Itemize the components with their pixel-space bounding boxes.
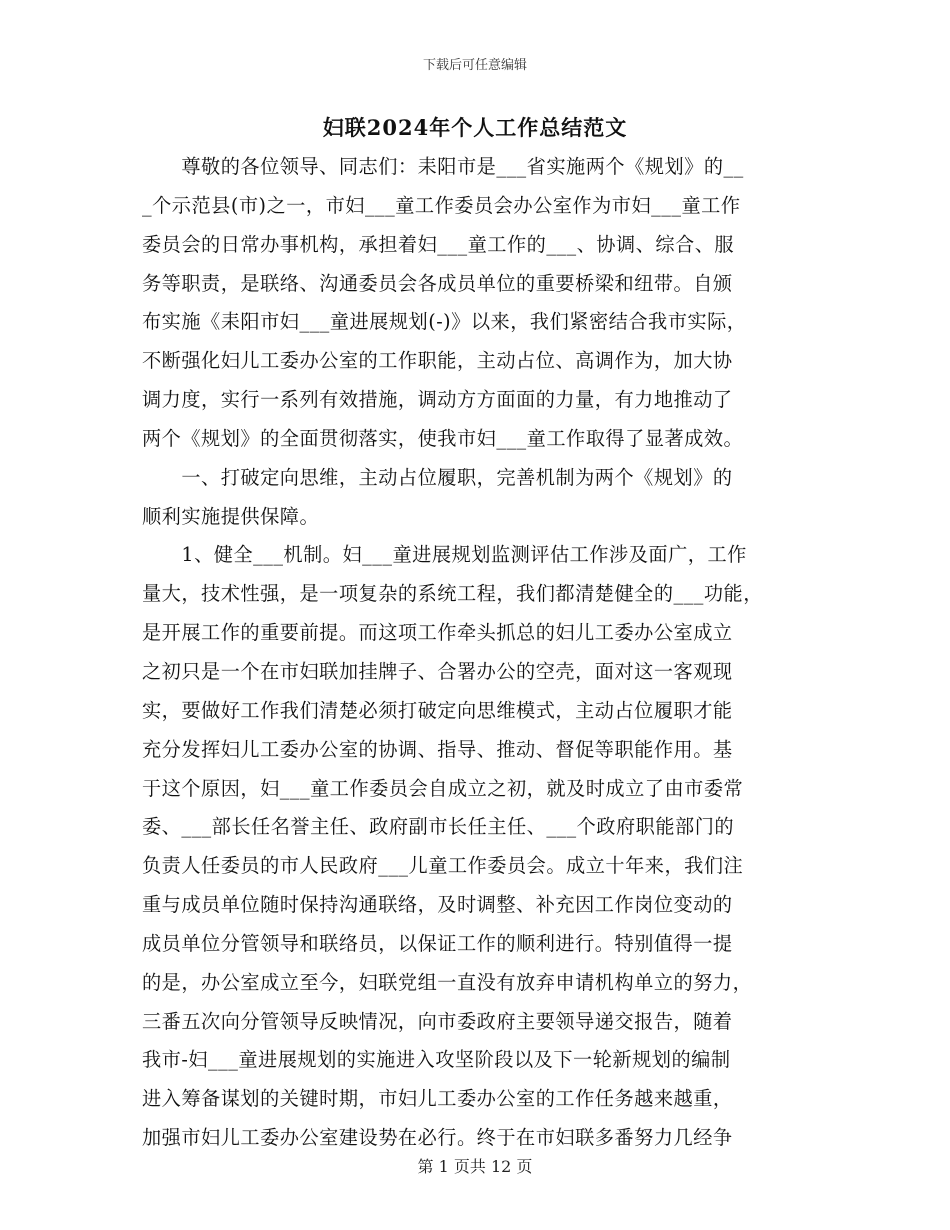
body-line: 布实施《耒阳市妇___童进展规划(-)》以来，我们紧密结合我市实际， <box>142 310 747 334</box>
body-line: 是开展工作的重要前提。而这项工作牵头抓总的妇儿工委办公室成立 <box>142 621 733 645</box>
body-line: _个示范县(市)之一，市妇___童工作委员会办公室作为市妇___童工作 <box>142 193 741 217</box>
body-line: 1、健全___机制。妇___童进展规划监测评估工作涉及面广，工作 <box>142 543 747 567</box>
body-line: 进入筹备谋划的关键时期，市妇儿工委办公室的工作任务越来越重， <box>142 1087 733 1111</box>
body-line: 我市-妇___童进展规划的实施进入攻坚阶段以及下一轮新规划的编制 <box>142 1048 731 1072</box>
body-line: 委、___部长任名誉主任、政府副市长任主任、___个政府职能部门的 <box>142 815 735 839</box>
body-line: 委员会的日常办事机构，承担着妇___童工作的___、协调、综合、服 <box>142 232 735 256</box>
body-line: 尊敬的各位领导、同志们：耒阳市是___省实施两个《规划》的__ <box>142 155 744 178</box>
body-line: 三番五次向分管领导反映情况，向市委政府主要领导递交报告，随着 <box>142 1009 733 1033</box>
document-body <box>142 148 814 1158</box>
document-title: 妇联2024年个人工作总结范文 <box>322 115 628 140</box>
download-note: 下载后可任意编辑 <box>422 58 527 73</box>
body-line: 的是，办公室成立至今，妇联党组一直没有放弃申请机构单立的努力， <box>142 970 753 994</box>
body-line: 于这个原因，妇___童工作委员会自成立之初，就及时成立了由市委常 <box>142 776 744 800</box>
body-line: 之初只是一个在市妇联加挂牌子、合署办公的空壳，面对这一客观现 <box>142 659 733 683</box>
body-line: 务等职责，是联络、沟通委员会各成员单位的重要桥梁和纽带。自颁 <box>142 271 733 295</box>
body-line: 成员单位分管领导和联络员，以保证工作的顺利进行。特别值得一提 <box>142 931 733 955</box>
body-line: 负责人任委员的市人民政府___儿童工作委员会。成立十年来，我们注 <box>142 854 744 878</box>
body-line: 量大，技术性强，是一项复杂的系统工程，我们都清楚健全的___功能， <box>142 582 763 606</box>
body-line: 加强市妇儿工委办公室建设势在必行。终于在市妇联多番努力几经争 <box>142 1126 733 1150</box>
body-line: 一、打破定向思维，主动占位履职，完善机制为两个《规划》的 <box>142 465 733 489</box>
body-line: 实，要做好工作我们清楚必须打破定向思维模式，主动占位履职才能 <box>142 698 733 722</box>
body-line: 不断强化妇儿工委办公室的工作职能，主动占位、高调作为，加大协 <box>142 349 733 373</box>
body-line: 重与成员单位随时保持沟通联络，及时调整、补充因工作岗位变动的 <box>142 893 733 917</box>
body-line: 两个《规划》的全面贯彻落实，使我市妇___童工作取得了显著成效。 <box>142 426 744 450</box>
body-line: 顺利实施提供保障。 <box>142 504 320 528</box>
body-line: 调力度，实行一系列有效措施，调动方方面面的力量，有力地推动了 <box>142 388 733 412</box>
body-line: 充分发挥妇儿工委办公室的协调、指导、推动、督促等职能作用。基 <box>142 737 733 761</box>
page-number: 第 1 页共 12 页 <box>417 1157 533 1176</box>
